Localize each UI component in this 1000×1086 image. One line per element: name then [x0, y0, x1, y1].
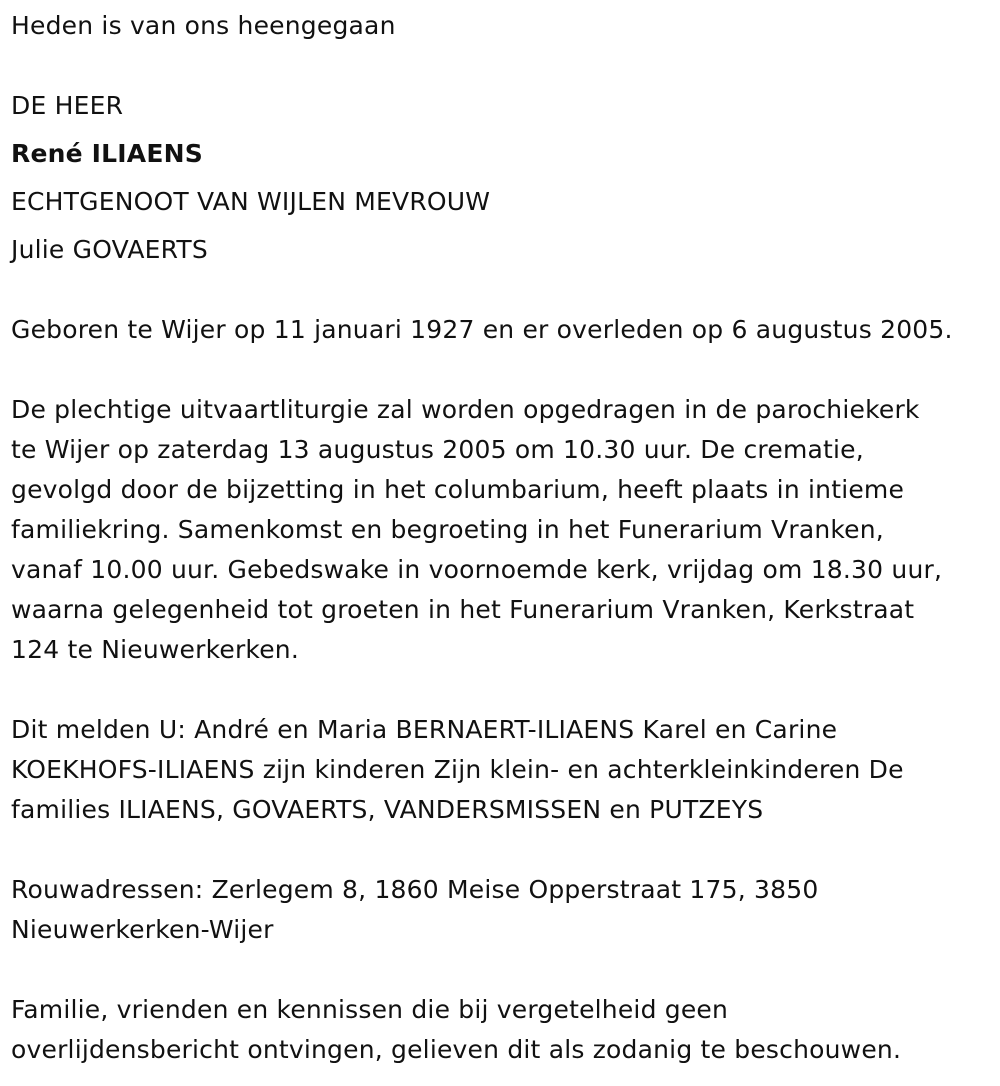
birth-death-paragraph	[11, 310, 953, 350]
closing-paragraph	[11, 990, 901, 1070]
announcement-paragraph	[11, 710, 904, 830]
funeral-line: familiekring. Samenkomst en begroeting in het Funerarium Vranken,	[11, 515, 884, 544]
spouse-name: Julie GOVAERTS	[11, 235, 208, 264]
address-line: Nieuwerkerken-Wijer	[11, 915, 274, 944]
funeral-line: waarna gelegenheid tot groeten in het Funerarium Vranken, Kerkstraat	[11, 595, 915, 624]
funeral-line: te Wijer op zaterdag 13 augustus 2005 om 10.30 uur. De crematie,	[11, 435, 864, 464]
announcement-line: KOEKHOFS-ILIAENS zijn kinderen Zijn klein- en achterkleinkinderen De	[11, 755, 904, 784]
title-line: DE HEER	[11, 91, 124, 120]
closing-line: overlijdensbericht ontvingen, gelieven dit als zodanig te beschouwen.	[11, 1035, 902, 1064]
address-paragraph	[11, 870, 818, 950]
funeral-line: 124 te Nieuwerkerken.	[11, 635, 299, 664]
address-line: Rouwadressen: Zerlegem 8, 1860 Meise Opperstraat 175, 3850	[11, 875, 819, 904]
deceased-name: René ILIAENS	[11, 139, 203, 168]
closing-line: Familie, vrienden en kennissen die bij vergetelheid geen	[11, 995, 729, 1024]
announcement-line: Dit melden U: André en Maria BERNAERT-ILIAENS Karel en Carine	[11, 715, 838, 744]
funeral-paragraph	[11, 390, 942, 670]
funeral-line: gevolgd door de bijzetting in het columbarium, heeft plaats in intieme	[11, 475, 905, 504]
funeral-line: vanaf 10.00 uur. Gebedswake in voornoemde kerk, vrijdag om 18.30 uur,	[11, 555, 943, 584]
birth-death-line: Geboren te Wijer op 11 januari 1927 en er overleden op 6 augustus 2005.	[11, 315, 953, 344]
announcement-line: families ILIAENS, GOVAERTS, VANDERSMISSEN en PUTZEYS	[11, 795, 764, 824]
spouse-label: ECHTGENOOT VAN WIJLEN MEVROUW	[11, 187, 491, 216]
funeral-line: De plechtige uitvaartliturgie zal worden opgedragen in de parochiekerk	[11, 395, 920, 424]
intro-line: Heden is van ons heengegaan	[11, 11, 396, 40]
